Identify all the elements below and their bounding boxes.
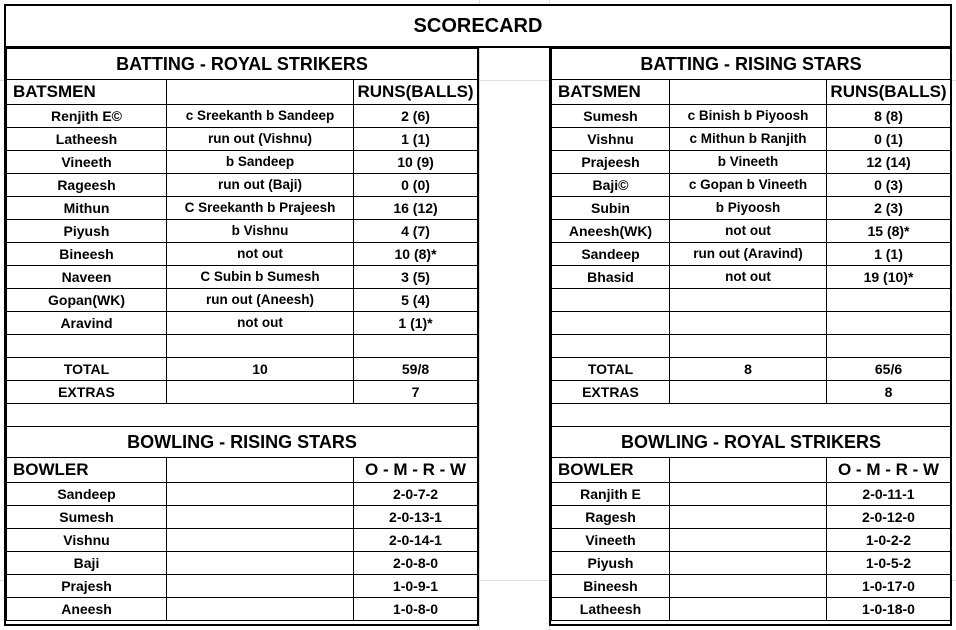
table-row (552, 151, 951, 174)
bowler-figures: 2-0-11-1 (827, 483, 951, 506)
dismissal: C Subin b Sumesh (167, 266, 354, 289)
extras-label: EXTRAS (552, 381, 670, 404)
batsman-name: Baji© (552, 174, 670, 197)
innings-table (551, 48, 951, 621)
bowler-blank (167, 529, 354, 552)
total-count: 10 (167, 358, 354, 381)
dismissal: run out (Aravind) (670, 243, 827, 266)
bowler-blank-header (167, 458, 354, 483)
batsman-name: Piyush (7, 220, 167, 243)
bowler-name: Piyush (552, 552, 670, 575)
dismissal: b Sandeep (167, 151, 354, 174)
runs-balls: 16 (12) (354, 197, 478, 220)
batsman-name: Vishnu (552, 128, 670, 151)
bowler-name: Latheesh (552, 598, 670, 621)
table-row (552, 220, 951, 243)
dismissal: c Sreekanth b Sandeep (167, 105, 354, 128)
table-row (7, 266, 478, 289)
dismissal: c Gopan b Vineeth (670, 174, 827, 197)
table-row (7, 552, 478, 575)
batsman-name: Bhasid (552, 266, 670, 289)
runs-balls-header: RUNS(BALLS) (354, 80, 478, 105)
table-row (552, 174, 951, 197)
batsman-name (7, 335, 167, 358)
batsmen-header: BATSMEN (552, 80, 670, 105)
dismissal: not out (670, 266, 827, 289)
batsman-name: Sandeep (552, 243, 670, 266)
batsman-name: Mithun (7, 197, 167, 220)
bowler-name: Sandeep (7, 483, 167, 506)
total-label: TOTAL (552, 358, 670, 381)
bowler-header: BOWLER (552, 458, 670, 483)
batsman-name: Aravind (7, 312, 167, 335)
runs-balls-header: RUNS(BALLS) (827, 80, 951, 105)
extras-label: EXTRAS (7, 381, 167, 404)
runs-balls: 19 (10)* (827, 266, 951, 289)
innings-panel-rising-stars (549, 48, 952, 626)
bowler-blank (167, 506, 354, 529)
dismissal-header (670, 80, 827, 105)
bowler-name: Bineesh (552, 575, 670, 598)
batsman-name (552, 312, 670, 335)
dismissal: c Mithun b Ranjith (670, 128, 827, 151)
runs-balls: 0 (1) (827, 128, 951, 151)
runs-balls: 1 (1) (827, 243, 951, 266)
runs-balls (354, 335, 478, 358)
total-score: 59/8 (354, 358, 478, 381)
batsmen-header: BATSMEN (7, 80, 167, 105)
spacer-cell (7, 404, 478, 427)
table-row (7, 312, 478, 335)
table-row (7, 105, 478, 128)
batsman-name: Gopan(WK) (7, 289, 167, 312)
extras-blank (670, 381, 827, 404)
table-row (7, 335, 478, 358)
bowler-name: Ragesh (552, 506, 670, 529)
table-row (7, 220, 478, 243)
table-row (7, 197, 478, 220)
table-row (7, 529, 478, 552)
bowler-blank (167, 483, 354, 506)
runs-balls: 0 (3) (827, 174, 951, 197)
dismissal-header (167, 80, 354, 105)
omrw-header: O - M - R - W (827, 458, 951, 483)
batsman-name: Renjith E© (7, 105, 167, 128)
dismissal: not out (167, 312, 354, 335)
table-row (7, 151, 478, 174)
runs-balls (827, 289, 951, 312)
bowler-header: BOWLER (7, 458, 167, 483)
table-row (552, 128, 951, 151)
extras-value: 7 (354, 381, 478, 404)
runs-balls: 1 (1) (354, 128, 478, 151)
page-title: SCORECARD (4, 4, 952, 48)
bowler-name: Vishnu (7, 529, 167, 552)
runs-balls: 12 (14) (827, 151, 951, 174)
total-label: TOTAL (7, 358, 167, 381)
bowler-blank (167, 575, 354, 598)
batsman-name: Latheesh (7, 128, 167, 151)
table-row (7, 243, 478, 266)
table-row (7, 128, 478, 151)
bowler-figures: 1-0-17-0 (827, 575, 951, 598)
dismissal: b Vineeth (670, 151, 827, 174)
runs-balls: 10 (8)* (354, 243, 478, 266)
extras-value: 8 (827, 381, 951, 404)
table-row (552, 243, 951, 266)
bowler-name: Sumesh (7, 506, 167, 529)
batsman-name: Subin (552, 197, 670, 220)
table-row (7, 289, 478, 312)
batsman-name: Bineesh (7, 243, 167, 266)
bowler-blank (670, 483, 827, 506)
bowler-blank-header (670, 458, 827, 483)
innings-table (6, 48, 478, 621)
table-row (552, 575, 951, 598)
bowler-figures: 2-0-14-1 (354, 529, 478, 552)
table-row (7, 598, 478, 621)
table-row (552, 289, 951, 312)
runs-balls: 3 (5) (354, 266, 478, 289)
batsman-name (552, 335, 670, 358)
table-row (552, 552, 951, 575)
batsman-name: Rageesh (7, 174, 167, 197)
extras-blank (167, 381, 354, 404)
batsman-name: Vineeth (7, 151, 167, 174)
table-row (7, 174, 478, 197)
bowler-figures: 1-0-2-2 (827, 529, 951, 552)
runs-balls: 5 (4) (354, 289, 478, 312)
dismissal: not out (670, 220, 827, 243)
batsman-name: Aneesh(WK) (552, 220, 670, 243)
runs-balls: 8 (8) (827, 105, 951, 128)
bowler-figures: 2-0-7-2 (354, 483, 478, 506)
bowler-blank (670, 506, 827, 529)
runs-balls: 2 (6) (354, 105, 478, 128)
dismissal: b Piyoosh (670, 197, 827, 220)
batsman-name: Naveen (7, 266, 167, 289)
batsman-name: Prajeesh (552, 151, 670, 174)
bowler-name: Baji (7, 552, 167, 575)
table-row (552, 266, 951, 289)
table-row (552, 506, 951, 529)
batting-title: BATTING - ROYAL STRIKERS (7, 49, 478, 80)
table-row (552, 335, 951, 358)
dismissal: c Binish b Piyoosh (670, 105, 827, 128)
innings-panel-royal-strikers (4, 48, 479, 626)
batsman-name (552, 289, 670, 312)
bowler-name: Ranjith E (552, 483, 670, 506)
runs-balls: 10 (9) (354, 151, 478, 174)
dismissal (670, 289, 827, 312)
runs-balls: 4 (7) (354, 220, 478, 243)
dismissal: C Sreekanth b Prajeesh (167, 197, 354, 220)
dismissal: b Vishnu (167, 220, 354, 243)
runs-balls: 0 (0) (354, 174, 478, 197)
omrw-header: O - M - R - W (354, 458, 478, 483)
table-row (552, 483, 951, 506)
dismissal: run out (Vishnu) (167, 128, 354, 151)
bowler-blank (670, 598, 827, 621)
bowler-name: Prajesh (7, 575, 167, 598)
bowling-title: BOWLING - ROYAL STRIKERS (552, 427, 951, 458)
total-score: 65/6 (827, 358, 951, 381)
bowler-blank (670, 529, 827, 552)
dismissal: run out (Aneesh) (167, 289, 354, 312)
table-row (552, 312, 951, 335)
dismissal: run out (Baji) (167, 174, 354, 197)
runs-balls: 1 (1)* (354, 312, 478, 335)
bowler-figures: 1-0-9-1 (354, 575, 478, 598)
table-row (7, 575, 478, 598)
dismissal (670, 335, 827, 358)
runs-balls (827, 312, 951, 335)
bowler-blank (167, 598, 354, 621)
bowler-figures: 2-0-12-0 (827, 506, 951, 529)
bowler-name: Aneesh (7, 598, 167, 621)
table-row (7, 506, 478, 529)
batsman-name: Sumesh (552, 105, 670, 128)
bowler-blank (670, 552, 827, 575)
batting-title: BATTING - RISING STARS (552, 49, 951, 80)
table-row (552, 105, 951, 128)
table-row (552, 529, 951, 552)
table-row (7, 483, 478, 506)
total-count: 8 (670, 358, 827, 381)
dismissal: not out (167, 243, 354, 266)
bowler-figures: 1-0-5-2 (827, 552, 951, 575)
bowler-figures: 1-0-8-0 (354, 598, 478, 621)
bowler-figures: 1-0-18-0 (827, 598, 951, 621)
bowler-figures: 2-0-13-1 (354, 506, 478, 529)
runs-balls (827, 335, 951, 358)
bowler-figures: 2-0-8-0 (354, 552, 478, 575)
dismissal (167, 335, 354, 358)
table-row (552, 197, 951, 220)
runs-balls: 2 (3) (827, 197, 951, 220)
bowler-blank (670, 575, 827, 598)
runs-balls: 15 (8)* (827, 220, 951, 243)
bowling-title: BOWLING - RISING STARS (7, 427, 478, 458)
table-row (552, 598, 951, 621)
spacer-cell (552, 404, 951, 427)
bowler-name: Vineeth (552, 529, 670, 552)
dismissal (670, 312, 827, 335)
bowler-blank (167, 552, 354, 575)
